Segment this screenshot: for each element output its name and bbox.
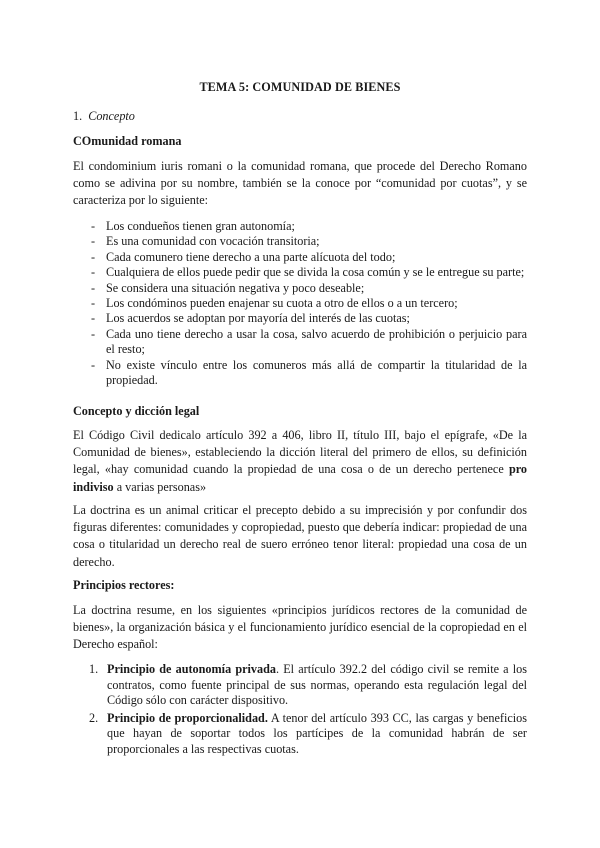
- doctrina-paragraph: La doctrina es un animal criticar el precepto debido a su imprecisión y por confundir dos figuras diferentes: comunidades y copropiedad, puesto que debería indicar: propiedad de una cosa o titularidad un derecho real de suero erróneo tenor literal: propiedad una cosa de un derecho.: [73, 503, 527, 569]
- document-title: TEMA 5: COMUNIDAD DE BIENES: [199, 80, 401, 94]
- list-item: - Los condóminos pueden enajenar su cuota a otro de ellos o a un tercero;: [91, 296, 458, 311]
- list-item: - No existe vínculo entre los comuneros más allá de compartir la titularidad de la propiedad.: [91, 357, 527, 388]
- heading-principios: Principios rectores:: [73, 578, 175, 592]
- section-label: Concepto: [88, 109, 135, 123]
- principios-list: [73, 662, 527, 760]
- heading-concepto-diccion: Concepto y dicción legal: [73, 404, 200, 418]
- characteristics-list: [73, 219, 527, 388]
- list-item: - Es una comunidad con vocación transitoria;: [91, 234, 320, 249]
- list-item: - Cualquiera de ellos puede pedir que se divida la cosa común y se le entregue su parte;: [91, 265, 525, 280]
- list-item: - Los condueños tienen gran autonomía;: [91, 219, 295, 233]
- list-item: - Cada comunero tiene derecho a una parte alícuota del todo;: [91, 249, 396, 264]
- list-item: - Los acuerdos se adoptan por mayoría del interés de las cuotas;: [91, 311, 410, 326]
- section-heading-concepto: [73, 109, 135, 124]
- concepto-paragraph: El Código Civil dedicalo artículo 392 a 406, libro II, título III, bajo el epígrafe, «De la Comunidad de bienes», estableciendo la dicción literal del primero de ellos, su definición legal, «hay comunidad cuando la propiedad de una cosa o de un derecho pertenece pro indiviso a varias personas»: [73, 428, 527, 494]
- list-item: - Cada uno tiene derecho a usar la cosa, salvo acuerdo de prohibición o perjuicio para el resto;: [91, 326, 527, 357]
- list-item: 1. Principio de autonomía privada. El artículo 392.2 del código civil se remite a los contratos, como fuente principal de sus normas, operando esta regulación legal del Código sólo con carácter dispositivo.: [89, 662, 527, 708]
- pro-indiviso-term: pro indiviso: [73, 462, 527, 494]
- section-number: 1.: [73, 109, 83, 123]
- intro-paragraph: El condominium iuris romani o la comunidad romana, que procede del Derecho Romano como se adivina por su nombre, también se la conoce por “comunidad por cuotas”, y se caracteriza por lo siguiente:: [73, 159, 527, 208]
- list-item: 2. Principio de proporcionalidad. A tenor del artículo 393 CC, las cargas y beneficios que hayan de soportar todos los partícipes de la comunidad habrán de ser proporcionales a las respectivas cuotas.: [89, 710, 527, 756]
- principios-intro-paragraph: La doctrina resume, en los siguientes «principios jurídicos rectores de la comunidad de bienes», la organización básica y el funcionamiento jurídico esencial de la copropiedad en el Derecho español:: [73, 603, 527, 652]
- heading-comunidad-romana: COmunidad romana: [73, 134, 182, 148]
- list-item: - Se considera una situación negativa y poco deseable;: [91, 280, 365, 295]
